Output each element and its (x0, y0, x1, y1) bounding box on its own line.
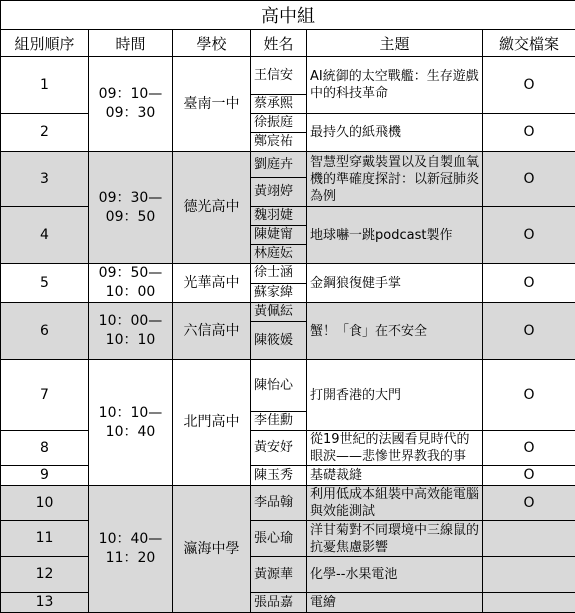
topic-cell: AI統御的太空戰艦：生存遊戲中的科技革命 (307, 57, 483, 114)
topic-cell: 從19世紀的法國看見時代的眼淚——悲慘世界教我的事 (307, 431, 483, 466)
submitted-cell: O (483, 431, 575, 466)
order-cell: 13 (1, 593, 89, 613)
student-name: 黃佩紜 (251, 303, 307, 322)
order-cell: 9 (1, 466, 89, 486)
student-name: 徐士涵 (251, 264, 307, 284)
topic-cell: 電繪 (307, 593, 483, 613)
student-name: 蘇家緯 (251, 283, 307, 303)
time-cell: 10：10— 10：40 (89, 360, 173, 486)
submitted-cell: O (483, 264, 575, 303)
submitted-cell: O (483, 303, 575, 360)
time-cell: 09：50— 10：00 (89, 264, 173, 303)
submitted-cell: O (483, 57, 575, 114)
student-name: 李品翰 (251, 486, 307, 521)
time-cell: 10：40— 11：20 (89, 486, 173, 613)
student-name: 鄭宸祐 (251, 133, 307, 152)
header-time: 時間 (89, 30, 173, 57)
student-name: 張品嘉 (251, 593, 307, 613)
order-cell: 6 (1, 303, 89, 360)
submitted-cell: O (483, 360, 575, 431)
submitted-cell (483, 521, 575, 557)
school-cell: 北門高中 (173, 360, 251, 486)
student-name: 陳玉秀 (251, 466, 307, 486)
school-cell: 臺南一中 (173, 57, 251, 152)
submitted-cell (483, 593, 575, 613)
student-name: 張心瑜 (251, 521, 307, 557)
student-name: 黃源華 (251, 557, 307, 593)
submitted-cell: O (483, 466, 575, 486)
header-submitted: 繳交檔案 (483, 30, 575, 57)
order-cell: 12 (1, 557, 89, 593)
time-cell: 10：00— 10：10 (89, 303, 173, 360)
school-cell: 德光高中 (173, 152, 251, 264)
order-cell: 10 (1, 486, 89, 521)
time-cell: 09：30— 09：50 (89, 152, 173, 264)
student-name: 陳筱媛 (251, 322, 307, 360)
order-cell: 2 (1, 114, 89, 152)
header-topic: 主題 (307, 30, 483, 57)
student-name: 劉庭卉 (251, 152, 307, 178)
submitted-cell: O (483, 114, 575, 152)
topic-cell: 基礎裁縫 (307, 466, 483, 486)
student-name: 林庭妘 (251, 245, 307, 264)
header-order: 組別順序 (1, 30, 89, 57)
student-name: 徐振庭 (251, 114, 307, 133)
order-cell: 8 (1, 431, 89, 466)
student-name: 陳怡心 (251, 360, 307, 412)
topic-cell: 最持久的紙飛機 (307, 114, 483, 152)
table-title: 高中組 (1, 1, 575, 30)
topic-cell: 化學--水果電池 (307, 557, 483, 593)
order-cell: 5 (1, 264, 89, 303)
topic-cell: 利用低成本組裝中高效能電腦與效能測試 (307, 486, 483, 521)
order-cell: 1 (1, 57, 89, 114)
topic-cell: 智慧型穿戴裝置以及自製血氧機的準確度探討：以新冠肺炎為例 (307, 152, 483, 207)
header-name: 姓名 (251, 30, 307, 57)
order-cell: 11 (1, 521, 89, 557)
school-cell: 瀛海中學 (173, 486, 251, 613)
submitted-cell: O (483, 207, 575, 264)
student-name: 黃安妤 (251, 431, 307, 466)
student-name: 魏羽婕 (251, 207, 307, 226)
topic-cell: 蟹！「食」在不安全 (307, 303, 483, 360)
topic-cell: 地球嚇一跳podcast製作 (307, 207, 483, 264)
header-school: 學校 (173, 30, 251, 57)
submitted-cell (483, 557, 575, 593)
submitted-cell: O (483, 152, 575, 207)
order-cell: 4 (1, 207, 89, 264)
student-name: 陳婕甯 (251, 226, 307, 245)
topic-cell: 金鋼狼復健手掌 (307, 264, 483, 303)
submitted-cell: O (483, 486, 575, 521)
topic-cell: 洋甘菊對不同環境中三線鼠的抗憂焦慮影響 (307, 521, 483, 557)
order-cell: 3 (1, 152, 89, 207)
time-cell: 09：10— 09：30 (89, 57, 173, 152)
order-cell: 7 (1, 360, 89, 431)
school-cell: 光華高中 (173, 264, 251, 303)
topic-cell: 打開香港的大門 (307, 360, 483, 431)
student-name: 黃翊婷 (251, 178, 307, 207)
student-name: 蔡承熙 (251, 95, 307, 114)
student-name: 李佳勳 (251, 412, 307, 431)
school-cell: 六信高中 (173, 303, 251, 360)
student-name: 王信安 (251, 57, 307, 95)
